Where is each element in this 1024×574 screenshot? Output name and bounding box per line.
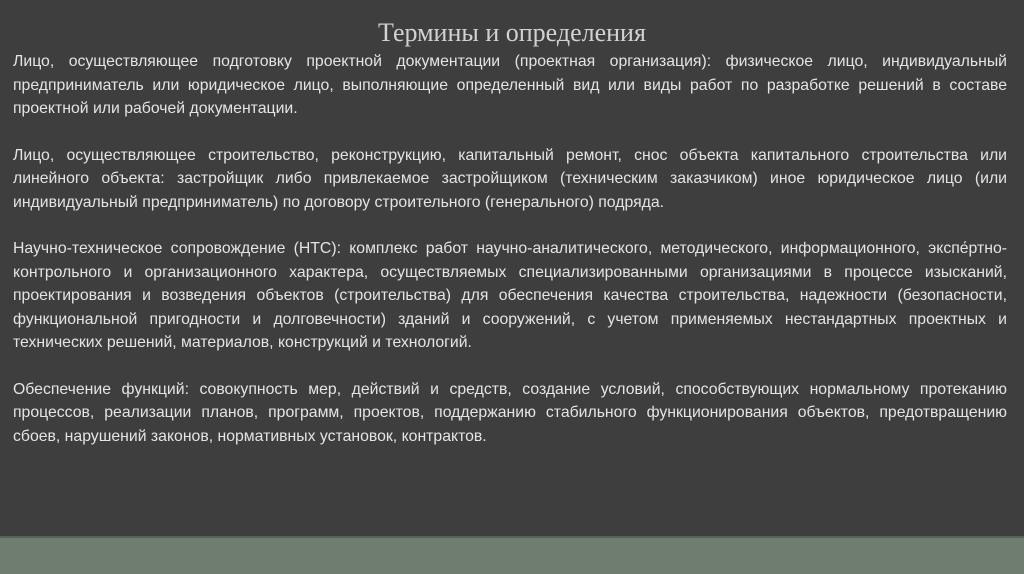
slide-content bbox=[13, 50, 1007, 471]
definition-paragraph-functions: Обеспечение функций: совокупность мер, действий и средств, создание условий, способствующих нормальному протеканию процессов, реализации планов, программ, проектов, поддержанию стабильного функционирования объектов, предотвращению сбоев, нарушений законов, нормативных установок, контрактов. bbox=[13, 380, 1007, 445]
slide-title: Термины и определения bbox=[378, 18, 646, 47]
definition-paragraph-builder: Лицо, осуществляющее строительство, реконструкцию, капитальный ремонт, снос объекта капитального строительства или линейного объекта: застройщик либо привлекаемое застройщиком (техническим заказчиком) иное юридическое лицо (или индивидуальный предприниматель) по договору строительного (генерального) подряда. bbox=[13, 146, 1007, 211]
footer-bar bbox=[0, 536, 1024, 574]
definition-paragraph-design-organization: Лицо, осуществляющее подготовку проектной документации (проектная организация): физическое лицо, индивидуальный предприниматель или юридическое лицо, выполняющие определенный вид или виды работ по разработке решений в составе проектной или рабочей документации. bbox=[13, 53, 1007, 117]
definition-paragraph-nts: Научно-техническое сопровождение (НТС): комплекс работ научно-аналитического, методического, информационного, экспе́ртно-контрольного и организационного характера, осуществляемых специализированными организациями в процессе изысканий, проектирования и возведения объектов (строительства) для обеспечения качества строительства, надежности (безопасности, функциональной пригодности и долговечности) зданий и сооружений, с учетом применяемых нестандартных проектных и технических решений, материалов, конструкций и технологий. bbox=[13, 240, 1007, 351]
